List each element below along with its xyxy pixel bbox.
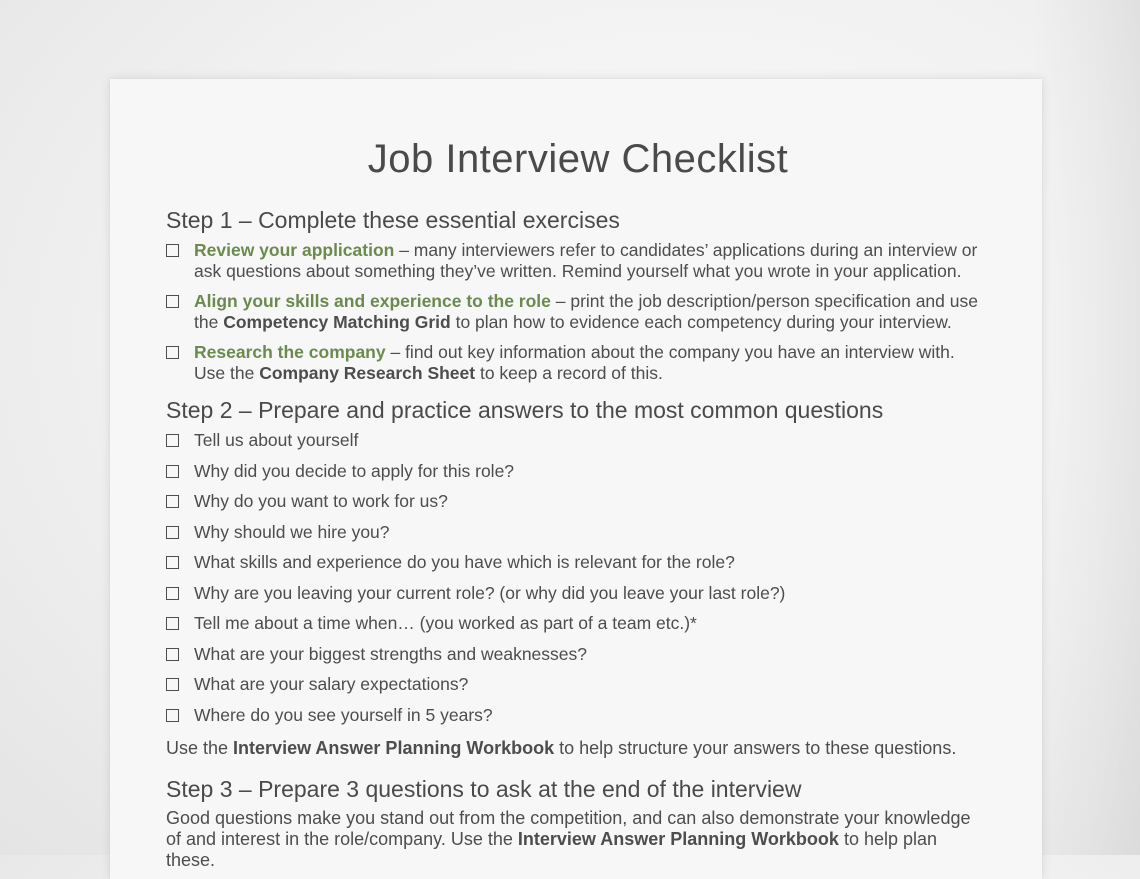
checkbox[interactable] <box>166 465 179 478</box>
resource-name: Interview Answer Planning Workbook <box>233 737 555 758</box>
checkbox[interactable] <box>166 346 179 359</box>
resource-name: Competency Matching Grid <box>223 312 451 332</box>
checklist-page <box>110 79 1042 879</box>
question-text: What are your salary expectations? <box>194 674 469 694</box>
page-title: Job Interview Checklist <box>367 137 789 181</box>
step1-heading: Step 1 – Complete these essential exercises <box>166 207 620 233</box>
question-item <box>166 674 990 695</box>
step1-item-align-skills <box>166 291 990 333</box>
checkbox[interactable] <box>166 295 179 308</box>
item-text: – many interviewers refer to candidates’ applications during an interview or ask questions about something they’ve written. Remind yourself what you wrote in your application. <box>194 240 978 281</box>
step1-item-research-company <box>166 342 990 384</box>
question-item <box>166 491 990 512</box>
resource-name: Company Research Sheet <box>259 363 476 383</box>
question-item <box>166 552 990 573</box>
checkbox[interactable] <box>166 709 179 722</box>
step2-note <box>166 737 990 759</box>
question-text: Why do you want to work for us? <box>194 491 448 511</box>
question-text: What skills and experience do you have which is relevant for the role? <box>194 552 735 572</box>
paragraph-text: Good questions make you stand out from the competition, and can also demonstrate your knowledge of and interest in the role/company. Use the <box>166 807 971 849</box>
question-item <box>166 583 990 604</box>
checkbox[interactable] <box>166 648 179 661</box>
step1-list <box>166 240 990 384</box>
checkbox[interactable] <box>166 587 179 600</box>
item-highlight: Review your application <box>194 240 395 260</box>
question-text: What are your biggest strengths and weaknesses? <box>194 643 587 664</box>
question-text: Why are you leaving your current role? (or why did you leave your last role?) <box>194 582 786 603</box>
question-text: Where do you see yourself in 5 years? <box>194 704 493 725</box>
background-shadow <box>1030 0 1140 855</box>
note-text: Use the <box>166 737 234 758</box>
item-text: to keep a record of this. <box>475 363 663 383</box>
question-item <box>166 644 990 665</box>
item-text: – find out key information about the company you have an interview with. Use the <box>194 342 955 383</box>
resource-name: Interview Answer Planning Workbook <box>517 828 839 849</box>
checkbox[interactable] <box>166 678 179 691</box>
step3-paragraph <box>166 808 990 871</box>
question-text: Why did you decide to apply for this role? <box>194 460 515 481</box>
checkbox[interactable] <box>166 495 179 508</box>
question-item <box>166 522 990 543</box>
question-text: Tell us about yourself <box>194 430 359 450</box>
question-item <box>166 461 990 482</box>
step1-item-review-application <box>166 240 990 282</box>
checkbox[interactable] <box>166 617 179 630</box>
step2-heading: Step 2 – Prepare and practice answers to the most common questions <box>166 397 884 423</box>
question-text: Tell me about a time when… (you worked as part of a team etc.)* <box>194 613 697 633</box>
note-text: to help structure your answers to these questions. <box>554 737 957 758</box>
step3-heading: Step 3 – Prepare 3 questions to ask at the end of the interview <box>166 775 802 802</box>
checkbox[interactable] <box>166 556 179 569</box>
item-highlight: Research the company <box>194 342 386 362</box>
checkbox[interactable] <box>166 526 179 539</box>
question-item <box>166 613 990 634</box>
checkbox[interactable] <box>166 244 179 257</box>
checkbox[interactable] <box>166 434 179 447</box>
question-item <box>166 705 990 726</box>
paragraph-text: to help plan these. <box>166 828 938 870</box>
item-text: – print the job description/person specification and use the <box>194 291 978 332</box>
item-text: to plan how to evidence each competency during your interview. <box>450 312 952 332</box>
question-item <box>166 430 990 451</box>
question-text: Why should we hire you? <box>194 521 390 542</box>
item-highlight: Align your skills and experience to the role <box>194 291 551 311</box>
step2-list <box>166 430 990 726</box>
